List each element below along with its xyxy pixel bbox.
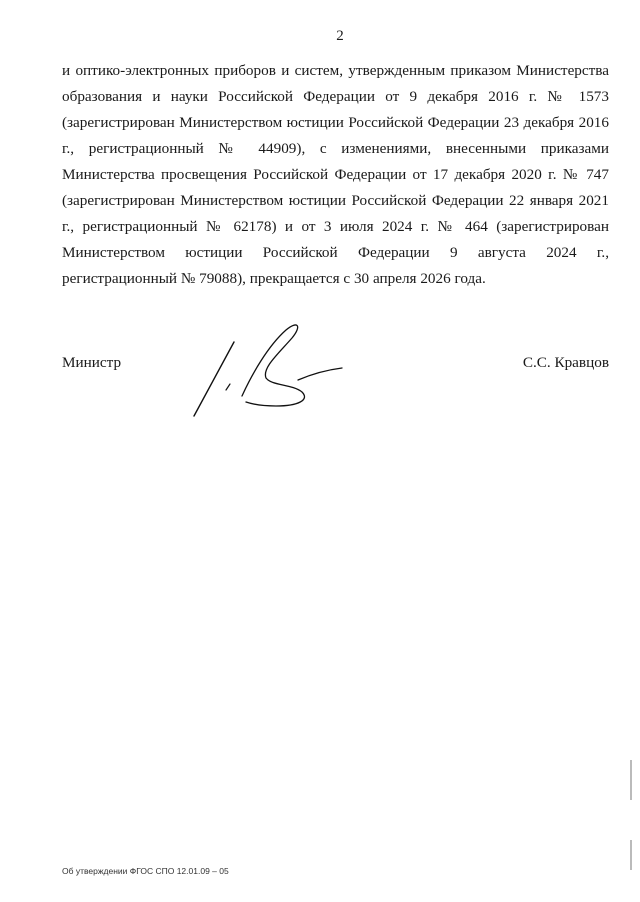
scan-edge-mark: [630, 760, 632, 800]
signatory-name: С.С. Кравцов: [522, 354, 609, 371]
scan-edge-mark: [630, 840, 632, 870]
signature-block: [62, 354, 609, 384]
document-footer: Об утверждении ФГОС СПО 12.01.09 – 05: [62, 866, 229, 876]
page-number: 2: [336, 28, 344, 44]
signatory-title: Министр: [62, 354, 122, 371]
signature-stroke-2: [226, 384, 230, 390]
body-paragraph: и оптико-электронных приборов и систем, утвержденным приказом Министерства образования и науки Российской Федерации от 9 декабря 2016 г. № 1573 (зарегистрирован Министерством юстиции Российской Федерации 23 декабря 2016 г., регистрационный № 44909), с изменениями, внесенными приказами Министерства просвещения Российской Федерации от 17 декабря 2020 г. № 747 (зарегистрирован Министерством юстиции Российской Федерации 22 января 2021 г., регистрационный № 62178) и от 3 июля 2024 г. № 464 (зарегистрирован Министерством юстиции Российской Федерации 9 августа 2024 г., регистрационный № 79088), прекращается с 30 апреля 2026 года.: [62, 62, 609, 287]
